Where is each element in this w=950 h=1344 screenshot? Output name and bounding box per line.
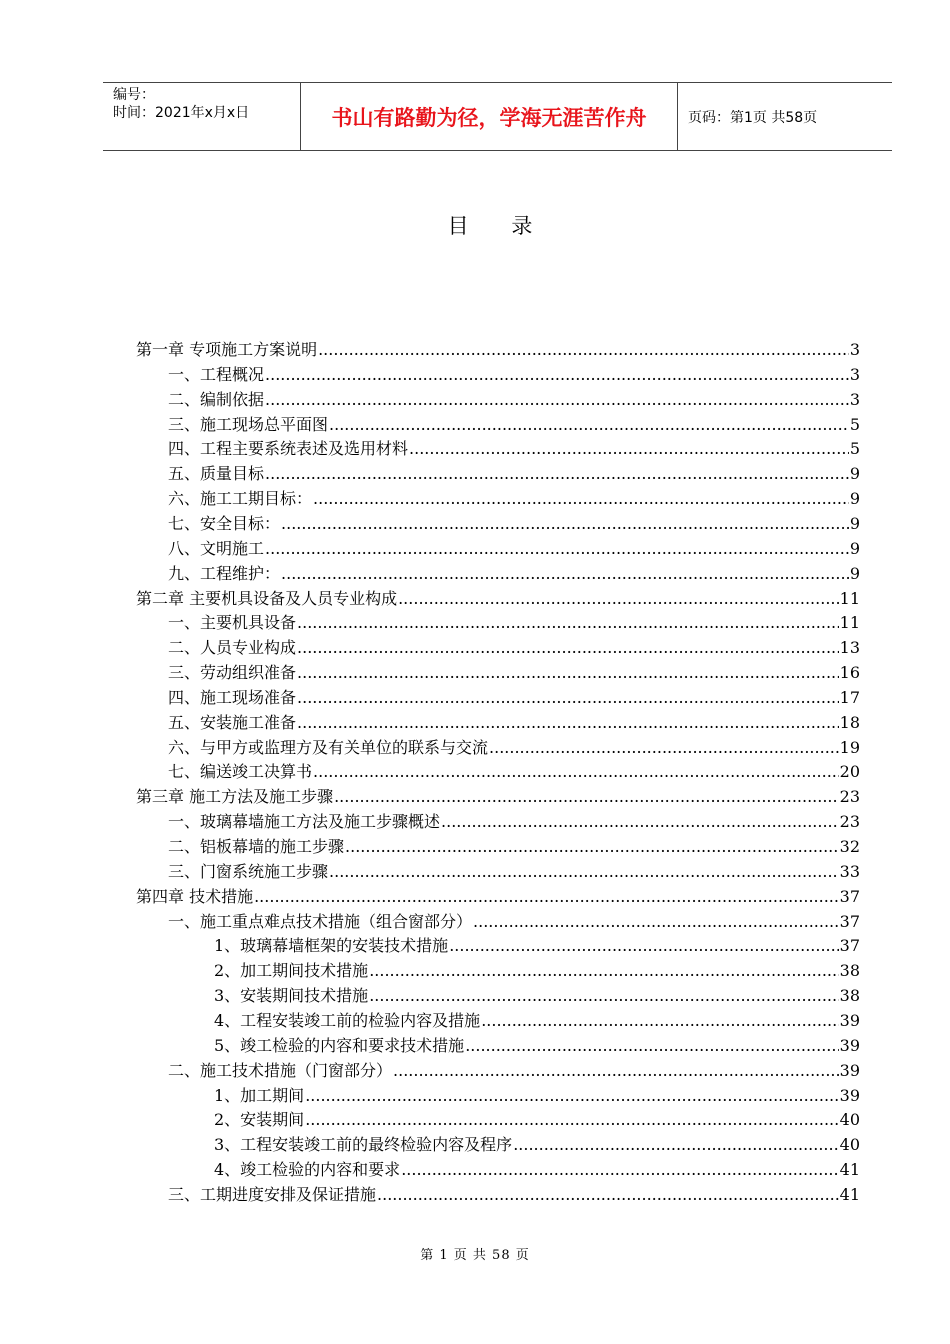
toc-entry-page: 40 [839, 1135, 860, 1155]
toc-entry-page: 17 [839, 687, 860, 707]
toc-leader-dots [313, 487, 849, 512]
toc-leader-dots [305, 1108, 838, 1133]
toc-entry-page: 16 [839, 663, 860, 683]
toc-entry-page: 9 [849, 464, 860, 484]
toc-leader-dots [409, 437, 849, 462]
header-meta [103, 83, 301, 150]
toc-entry-label: 2、加工期间技术措施 [214, 961, 369, 981]
toc-entry[interactable] [168, 562, 860, 587]
toc-entry-page: 33 [839, 861, 860, 881]
toc-entry-label: 三、劳动组织准备 [168, 663, 297, 683]
toc-entry-label: 4、竣工检验的内容和要求 [214, 1160, 401, 1180]
toc-entry-label: 一、工程概况 [168, 364, 265, 384]
toc-entry[interactable] [214, 934, 860, 959]
toc-entry-label: 第四章 技术措施 [136, 886, 254, 906]
toc-entry-label: 六、与甲方或监理方及有关单位的联系与交流 [168, 737, 489, 757]
document-number: 编号： [113, 87, 155, 103]
toc-entry-label: 一、主要机具设备 [168, 613, 297, 633]
toc-entry[interactable] [168, 760, 860, 785]
toc-entry[interactable] [214, 1034, 860, 1059]
toc-entry[interactable] [168, 1183, 860, 1208]
toc-entry-label: 三、施工现场总平面图 [168, 414, 329, 434]
toc-leader-dots [305, 1084, 838, 1109]
toc-leader-dots [265, 462, 849, 487]
toc-entry[interactable] [214, 1108, 860, 1133]
toc-entry-page: 40 [839, 1110, 860, 1130]
toc-entry[interactable] [168, 910, 860, 935]
toc-entry-page: 37 [839, 886, 860, 906]
toc-leader-dots [401, 1158, 838, 1183]
toc-leader-dots [297, 686, 839, 711]
toc-leader-dots [377, 1183, 839, 1208]
toc-leader-dots [489, 736, 839, 761]
toc-entry-label: 二、编制依据 [168, 389, 265, 409]
toc-entry-page: 41 [839, 1160, 860, 1180]
toc-entry[interactable] [214, 984, 860, 1009]
toc-entry-label: 二、施工技术措施（门窗部分） [168, 1060, 393, 1080]
toc-entry-label: 七、编送竣工决算书 [168, 762, 313, 782]
toc-leader-dots [329, 413, 849, 438]
toc-entry-page: 39 [839, 1035, 860, 1055]
toc-leader-dots [481, 1009, 838, 1034]
toc-leader-dots [281, 512, 849, 537]
toc-entry-page: 23 [839, 787, 860, 807]
toc-entry-page: 13 [839, 638, 860, 658]
toc-entry-page: 32 [839, 837, 860, 856]
toc-entry[interactable] [168, 860, 860, 885]
toc-leader-dots [513, 1133, 838, 1158]
header-motto: 书山有路勤为径，学海无涯苦作舟 [301, 83, 678, 150]
toc-entry-label: 五、安装施工准备 [168, 712, 297, 732]
toc-leader-dots [473, 910, 839, 935]
toc-entry[interactable] [136, 338, 860, 363]
toc-entry-page: 9 [849, 563, 860, 583]
toc-entry[interactable] [168, 388, 860, 413]
toc-leader-dots [281, 562, 849, 587]
toc-entry-page: 38 [839, 961, 860, 981]
toc-entry-label: 五、质量目标 [168, 464, 265, 484]
toc-entry-label: 二、人员专业构成 [168, 638, 297, 658]
page-header [103, 82, 892, 151]
toc-entry[interactable] [168, 611, 860, 636]
toc-entry-page: 39 [839, 1060, 860, 1080]
toc-entry-page: 9 [849, 513, 860, 533]
toc-entry-label: 三、门窗系统施工步骤 [168, 861, 329, 881]
toc-entry[interactable] [136, 587, 860, 612]
toc-leader-dots [265, 363, 849, 388]
toc-entry[interactable] [136, 785, 860, 810]
toc-entry-label: 七、安全目标： [168, 513, 281, 533]
toc-entry-page: 38 [839, 986, 860, 1006]
toc-entry[interactable] [168, 636, 860, 661]
toc-entry-page: 39 [839, 1085, 860, 1105]
toc-leader-dots [345, 835, 839, 860]
toc-entry[interactable] [136, 885, 860, 910]
document-date: 时间：2021年x月x日 [113, 105, 250, 121]
toc-entry[interactable] [168, 711, 860, 736]
toc-entry-label: 二、铝板幕墙的施工步骤 [168, 837, 345, 856]
page-info-text: 页码：第1页 共58页 [688, 110, 818, 126]
toc-entry[interactable] [168, 686, 860, 711]
toc-entry[interactable] [168, 810, 860, 835]
toc-entry-page: 19 [839, 737, 860, 757]
page-footer: 第 1 页 共 58 页 [420, 1248, 530, 1263]
toc-entry-label: 3、工程安装竣工前的最终检验内容及程序 [214, 1135, 513, 1155]
toc-entry-label: 5、竣工检验的内容和要求技术措施 [214, 1035, 465, 1055]
toc-entry-page: 11 [839, 588, 860, 608]
toc-entry[interactable] [214, 1133, 860, 1158]
toc-entry[interactable] [214, 1009, 860, 1034]
toc-entry[interactable] [168, 487, 860, 512]
toc-entry-page: 20 [839, 762, 860, 782]
toc-entry[interactable] [168, 512, 860, 537]
toc-leader-dots [254, 885, 839, 910]
toc-leader-dots [265, 537, 849, 562]
toc-entry-label: 4、工程安装竣工前的检验内容及措施 [214, 1010, 481, 1030]
toc-entry-page: 39 [839, 1010, 860, 1030]
toc-entry[interactable] [168, 413, 860, 438]
toc-entry-label: 九、工程维护： [168, 563, 281, 583]
toc-entry-label: 一、施工重点难点技术措施（组合窗部分） [168, 911, 473, 931]
toc-entry-page: 18 [839, 712, 860, 732]
toc-leader-dots [265, 388, 849, 413]
toc-entry-label: 第二章 主要机具设备及人员专业构成 [136, 588, 398, 608]
toc-entry[interactable] [168, 462, 860, 487]
toc-entry-label: 一、玻璃幕墙施工方法及施工步骤概述 [168, 812, 441, 832]
toc-entry-label: 六、施工工期目标： [168, 489, 313, 509]
toc-leader-dots [297, 661, 839, 686]
toc-entry-label: 第三章 施工方法及施工步骤 [136, 787, 334, 807]
toc-entry[interactable] [168, 437, 860, 462]
toc-leader-dots [297, 636, 839, 661]
toc-entry-page: 9 [849, 538, 860, 558]
toc-entry-label: 3、安装期间技术措施 [214, 986, 369, 1006]
toc-entry-page: 9 [849, 489, 860, 509]
toc-entry-page: 3 [849, 389, 860, 409]
toc-entry[interactable] [214, 1158, 860, 1183]
toc-leader-dots [318, 338, 849, 363]
toc-entry-label: 第一章 专项施工方案说明 [136, 340, 318, 359]
toc-entry-page: 41 [839, 1184, 860, 1204]
toc-leader-dots [449, 934, 838, 959]
toc-leader-dots [297, 611, 839, 636]
toc-entry-page: 3 [849, 340, 860, 359]
toc-entry[interactable] [168, 363, 860, 388]
toc-title: 目 录 [447, 214, 551, 238]
toc-entry-page: 37 [839, 936, 860, 956]
toc-entry[interactable] [214, 1084, 860, 1109]
toc-entry-label: 八、文明施工 [168, 538, 265, 558]
toc-entry-label: 1、加工期间 [214, 1085, 305, 1105]
toc-entry-label: 四、工程主要系统表述及选用材料 [168, 439, 409, 459]
toc-leader-dots [369, 984, 838, 1009]
header-page-info [678, 83, 892, 150]
toc-entry-page: 11 [839, 613, 860, 633]
toc-entry-label: 2、安装期间 [214, 1110, 305, 1130]
toc-entry-page: 5 [849, 439, 860, 459]
toc-leader-dots [313, 760, 839, 785]
toc-entry-page: 5 [849, 414, 860, 434]
toc-leader-dots [369, 959, 838, 984]
toc-entry[interactable] [214, 959, 860, 984]
toc-entry[interactable] [168, 661, 860, 686]
toc-leader-dots [441, 810, 839, 835]
toc-entry[interactable] [168, 1059, 860, 1084]
toc-leader-dots [465, 1034, 838, 1059]
toc-entry-label: 四、施工现场准备 [168, 687, 297, 707]
toc-leader-dots [297, 711, 839, 736]
toc-entry-label: 三、工期进度安排及保证措施 [168, 1184, 377, 1204]
toc-entry-page: 37 [839, 911, 860, 931]
toc-entry-page: 3 [849, 364, 860, 384]
toc-entry-page: 23 [839, 812, 860, 832]
toc-entry[interactable] [168, 537, 860, 562]
toc-entry-label: 1、玻璃幕墙框架的安装技术措施 [214, 936, 449, 956]
toc-leader-dots [393, 1059, 839, 1084]
toc-leader-dots [334, 785, 839, 810]
toc-leader-dots [398, 587, 839, 612]
toc-entry[interactable] [168, 736, 860, 761]
toc-leader-dots [329, 860, 839, 885]
toc-entry[interactable] [168, 835, 860, 860]
